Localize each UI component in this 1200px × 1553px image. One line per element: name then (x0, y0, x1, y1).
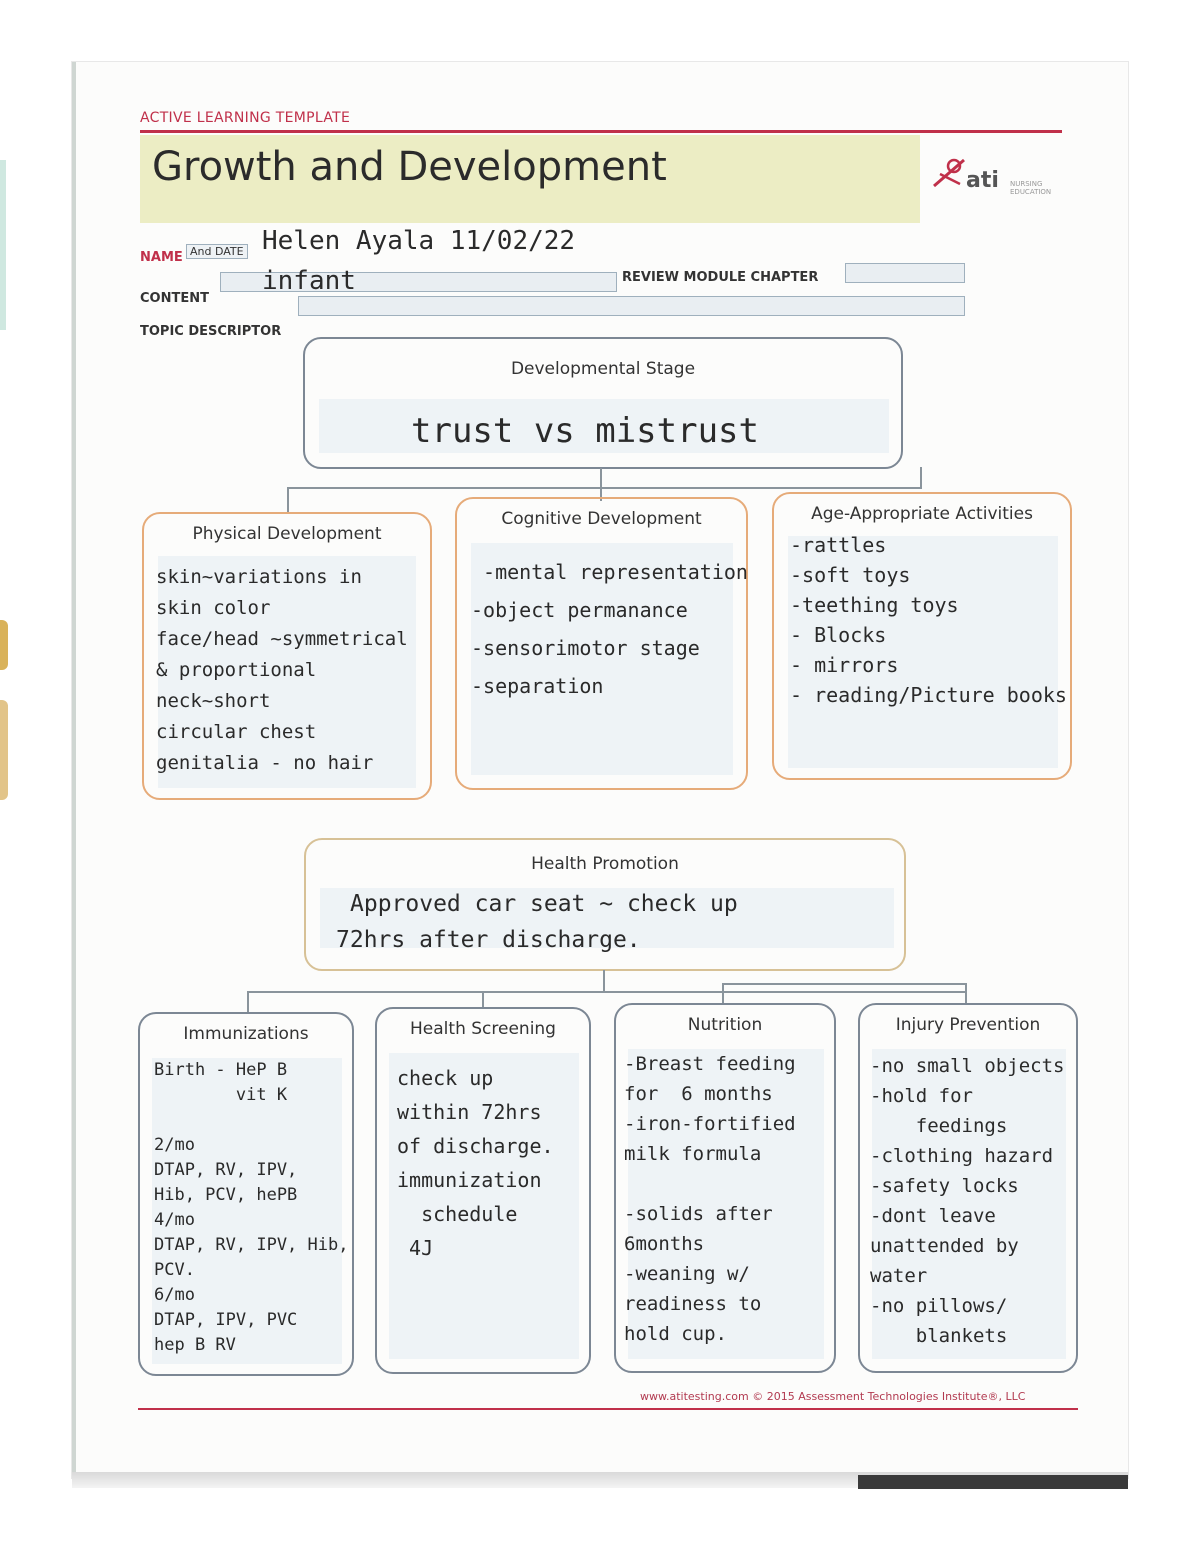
immunizations-title: Immunizations (183, 1024, 309, 1044)
binder-tab-gold (0, 620, 8, 670)
logo-text: ati (966, 168, 999, 193)
connector (722, 983, 967, 985)
name-date-value[interactable]: Helen Ayala 11/02/22 (262, 226, 576, 256)
and-date-label: And DATE (186, 244, 248, 259)
connector (287, 487, 289, 512)
review-module-label: REVIEW MODULE CHAPTER (622, 270, 819, 285)
binder-tab-green (0, 160, 6, 330)
topic-descriptor-field[interactable] (298, 296, 965, 316)
health-screening-title: Health Screening (410, 1019, 556, 1039)
health-screening-text: check up within 72hrs of discharge. immunization schedule 4J (397, 1066, 554, 1260)
nutrition-text: -Breast feeding for 6 months -iron-fortified milk formula -solids after 6months -weaning w/ readiness to hold cup. (624, 1053, 796, 1345)
connector (603, 970, 605, 992)
binder-tab-gold-2 (0, 700, 8, 800)
logo-subtext: NURSING EDUCATION (1010, 180, 1052, 196)
connector (920, 467, 922, 489)
connector (722, 983, 724, 1005)
header-rule (140, 130, 1062, 133)
nutrition-box (614, 1003, 836, 1373)
physical-development-text: skin~variations in skin color face/head ~symmetrical & proportional neck~short circular chest genitalia - no hair (156, 566, 408, 774)
age-appropriate-activities-title: Age-Appropriate Activities (811, 504, 1033, 524)
injury-prevention-title: Injury Prevention (895, 1015, 1041, 1035)
connector (482, 991, 484, 1007)
developmental-stage-box (303, 337, 903, 469)
health-promotion-line1: Approved car seat ~ check up (350, 891, 738, 917)
template-label: ACTIVE LEARNING TEMPLATE (140, 110, 351, 126)
immunizations-box (138, 1012, 354, 1376)
injury-prevention-box (858, 1003, 1078, 1373)
nutrition-title: Nutrition (687, 1015, 763, 1035)
developmental-stage-value: trust vs mistrust (411, 411, 759, 451)
injury-prevention-text: -no small objects -hold for feedings -clothing hazard -safety locks -dont leave unattended by water -no pillows/ blankets (870, 1055, 1065, 1347)
page-title: Growth and Development (152, 144, 667, 190)
content-value: infant (262, 266, 356, 296)
connector (247, 991, 249, 1013)
footer-copyright: www.atitesting.com © 2015 Assessment Technologies Institute®, LLC (640, 1390, 1026, 1403)
developmental-stage-title: Developmental Stage (510, 359, 696, 379)
cognitive-development-text: -mental representation -object permanance -sensorimotor stage -separation (471, 560, 748, 698)
page-left-edge (72, 62, 76, 1478)
content-label: CONTENT (140, 291, 209, 306)
connector (600, 468, 602, 488)
age-appropriate-activities-text: -rattles -soft toys -teething toys - Blocks - mirrors - reading/Picture books (790, 533, 1067, 707)
review-module-field[interactable] (845, 263, 965, 283)
cognitive-development-title: Cognitive Development (501, 509, 702, 529)
physical-development-title: Physical Development (192, 524, 382, 544)
footer-rule (138, 1408, 1078, 1410)
health-screening-box (375, 1007, 591, 1374)
connector (965, 983, 967, 1005)
cognitive-development-box (455, 497, 748, 790)
topic-descriptor-label: TOPIC DESCRIPTOR (140, 324, 282, 339)
physical-development-box (142, 512, 432, 800)
immunizations-text: Birth - HeP B vit K 2/mo DTAP, RV, IPV, Hib, PCV, hePB 4/mo DTAP, RV, IPV, Hib, PCV. 6/mo DTAP, IPV, PVC hep B RV (154, 1060, 349, 1355)
connector (287, 487, 922, 489)
name-label: NAME (140, 250, 183, 265)
connector (247, 991, 967, 993)
health-promotion-title: Health Promotion (531, 854, 679, 874)
age-appropriate-activities-box (772, 492, 1072, 780)
health-promotion-box (304, 838, 906, 971)
health-promotion-line2: 72hrs after discharge. (336, 927, 641, 953)
scan-bottom-bar (858, 1475, 1128, 1489)
